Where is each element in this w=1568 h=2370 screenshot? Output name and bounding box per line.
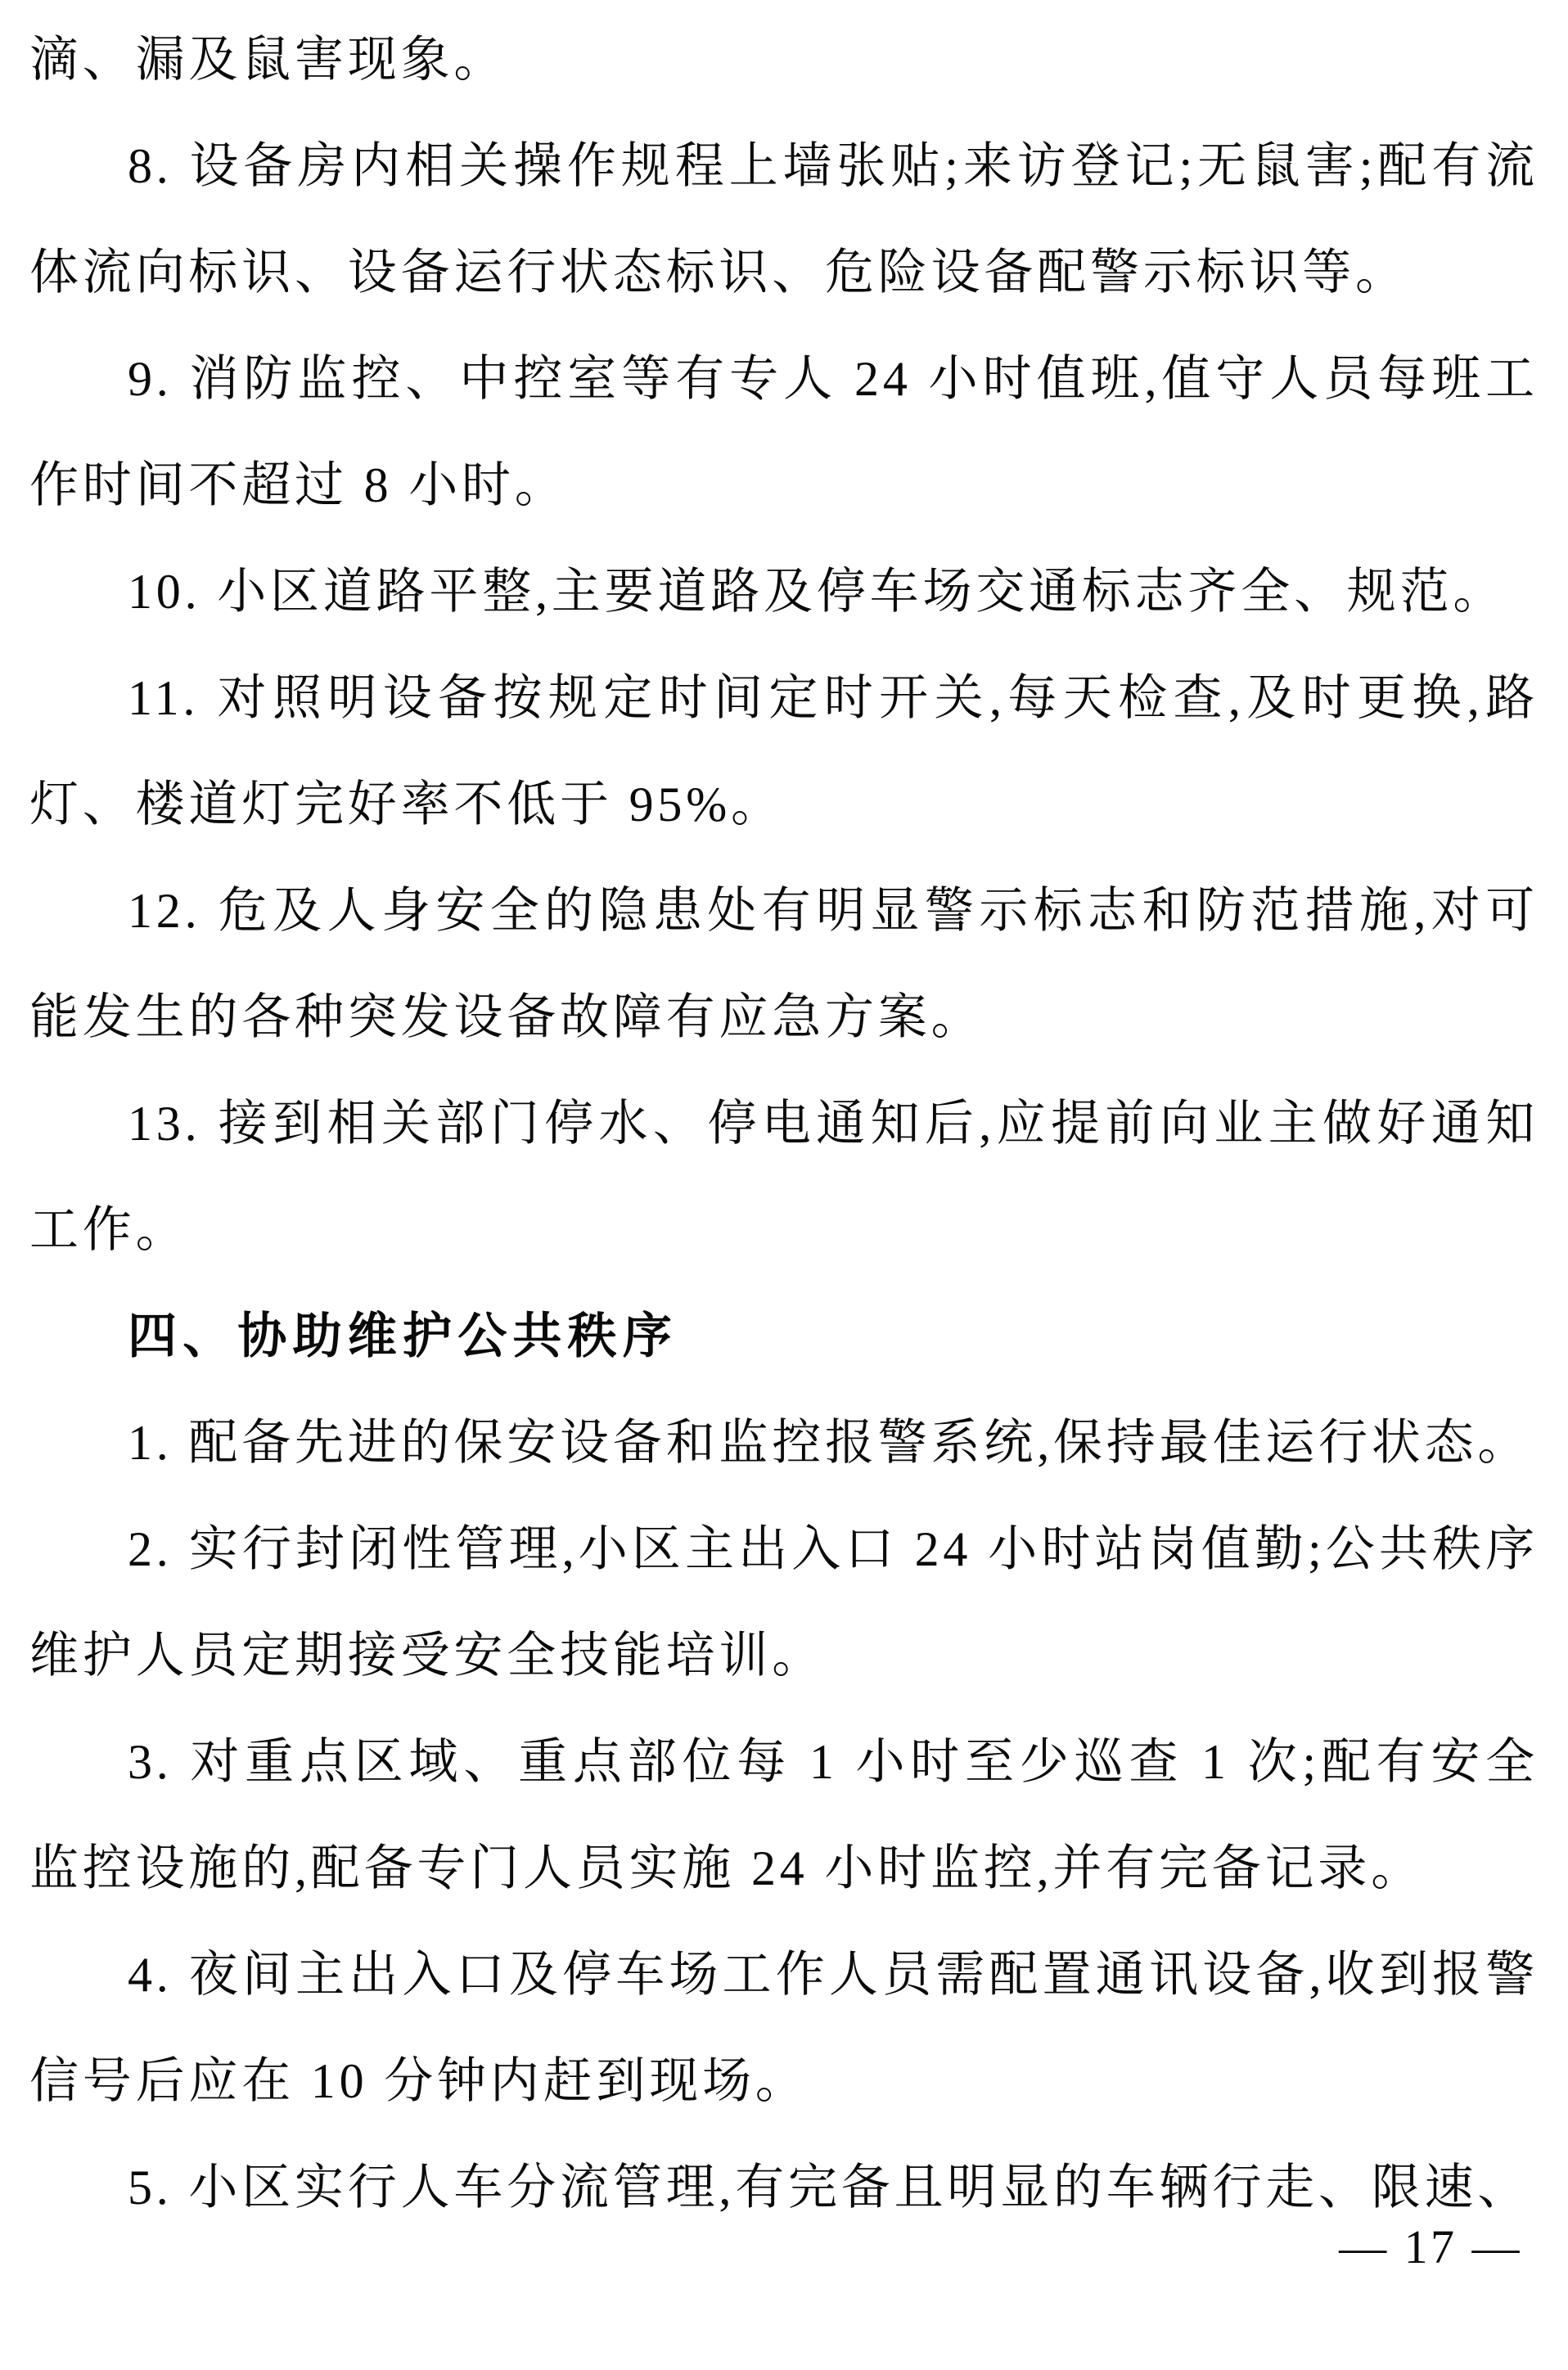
text-block bbox=[29, 7, 1539, 2241]
para-item-9: 9. 消防监控、中控室等有专人 24 小时值班,值守人员每班工作时间不超过 8 小时。 bbox=[29, 352, 1539, 512]
para-item-3: 3. 对重点区域、重点部位每 1 小时至少巡查 1 次;配有安全监控设施的,配备专门人员实施 24 小时监控,并有完备记录。 bbox=[29, 1735, 1539, 1895]
para-item-10: 10. 小区道路平整,主要道路及停车场交通标志齐全、规范。 bbox=[128, 565, 1507, 619]
para-item-12: 12. 危及人身安全的隐患处有明显警示标志和防范措施,对可能发生的各种突发设备故障有应急方案。 bbox=[29, 884, 1539, 1044]
para-item-4: 4. 夜间主出入口及停车场工作人员需配置通讯设备,收到报警信号后应在 10 分钟内赶到现场。 bbox=[29, 1948, 1539, 2108]
para-continuation-top: 滴、漏及鼠害现象。 bbox=[29, 33, 507, 87]
para-item-11: 11. 对照明设备按规定时间定时开关,每天检查,及时更换,路灯、楼道灯完好率不低于 95%。 bbox=[29, 671, 1539, 831]
para-item-5: 5. 小区实行人车分流管理,有完备且明显的车辆行走、限速、 bbox=[128, 2160, 1531, 2215]
para-item-13: 13. 接到相关部门停水、停电通知后,应提前向业主做好通知工作。 bbox=[29, 1097, 1539, 1257]
page-number: — 17 — bbox=[1339, 2220, 1522, 2273]
para-item-2: 2. 实行封闭性管理,小区主出入口 24 小时站岗值勤;公共秩序维护人员定期接受安全技能培训。 bbox=[29, 1522, 1539, 1683]
para-item-1: 1. 配备先进的保安设备和监控报警系统,保持最佳运行状态。 bbox=[128, 1416, 1531, 1470]
section-heading-4: 四、协助维护公共秩序 bbox=[128, 1309, 678, 1363]
para-item-8: 8. 设备房内相关操作规程上墙张贴;来访登记;无鼠害;配有流体流向标识、设备运行状态标识、危险设备配警示标识等。 bbox=[29, 139, 1539, 300]
